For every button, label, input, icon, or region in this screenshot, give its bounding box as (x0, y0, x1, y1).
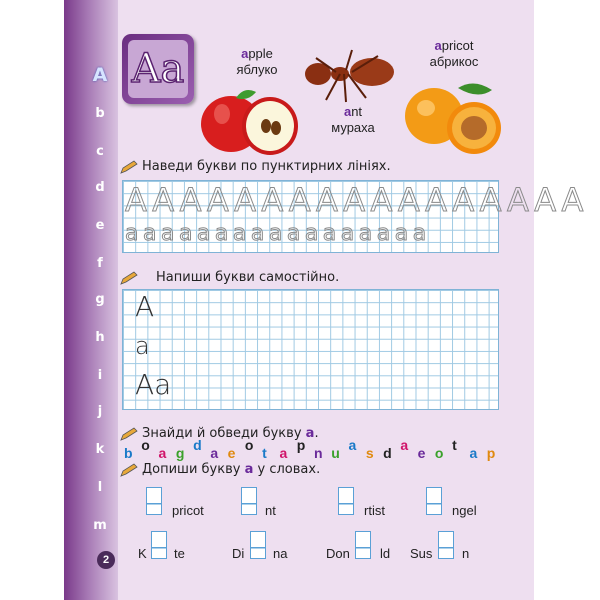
sequence-letter[interactable]: n (314, 445, 323, 461)
sequence-letter[interactable]: b (124, 445, 133, 461)
blank-box[interactable] (426, 487, 442, 515)
sequence-letter[interactable]: d (193, 437, 202, 453)
sequence-letter[interactable]: o (244, 437, 254, 453)
sidebar-letter: e (95, 218, 105, 233)
blank-box[interactable] (146, 487, 162, 515)
word-ending: ld (380, 546, 391, 561)
trace-row-upper (125, 181, 588, 219)
sidebar-letter: m (93, 518, 107, 533)
apple-icon (196, 84, 304, 158)
sequence-letter[interactable]: e (417, 445, 426, 461)
word-start: Sus (410, 546, 433, 561)
blank-box[interactable] (438, 531, 454, 559)
word-start: Don (326, 546, 350, 561)
sidebar-letter: b (95, 106, 105, 121)
sample-letter: A (135, 290, 155, 323)
sidebar-letter: i (97, 368, 103, 383)
sequence-letter[interactable]: s (365, 445, 374, 461)
word-start: Di (232, 546, 245, 561)
sidebar-letter: l (97, 480, 103, 495)
sidebar-letter: h (95, 330, 105, 345)
sequence-letter[interactable]: a (279, 445, 288, 461)
sequence-letter[interactable]: t (452, 437, 457, 453)
word-ending: pricot (172, 503, 204, 518)
sidebar-letter: f (97, 256, 103, 271)
ant-icon (300, 44, 400, 104)
word-ant: ant мураха (331, 104, 375, 135)
trace-grid (122, 180, 588, 253)
blank-box[interactable] (241, 487, 257, 515)
word-ending: rtist (364, 503, 385, 518)
big-letter: Aa (128, 40, 188, 98)
sequence-letter[interactable]: p (486, 445, 496, 461)
sequence-letter[interactable]: g (175, 445, 185, 461)
pencil-icon (120, 463, 140, 477)
word-ending: n (462, 546, 470, 561)
sequence-letter[interactable]: u (331, 445, 340, 461)
sample-letter: a (135, 332, 150, 360)
sequence-letter[interactable]: o (141, 437, 150, 453)
sequence-letter[interactable]: d (383, 445, 392, 461)
blank-box[interactable] (250, 531, 266, 559)
sample-letter: Aa (135, 368, 172, 401)
sequence-letter[interactable]: a (210, 445, 219, 461)
trace-letters: AAAAAAAAAAAAAAAAA (125, 181, 588, 219)
trace-letters: aaaaaaaaaaaaaaaaa (125, 221, 431, 246)
letter-card (122, 34, 194, 104)
word-ending: nt (265, 503, 276, 518)
sidebar-letter: g (95, 292, 105, 307)
sequence-letter[interactable]: a (469, 445, 478, 461)
sequence-letter[interactable]: a (400, 437, 409, 453)
sequence-letter[interactable]: o (434, 445, 444, 461)
word-ending: ngel (452, 503, 477, 518)
pencil-icon (120, 427, 140, 441)
sequence-letter[interactable]: e (227, 445, 236, 461)
word-apricot: apricot абрикос (429, 38, 479, 69)
sequence-letter[interactable]: a (158, 445, 167, 461)
blank-box[interactable] (355, 531, 371, 559)
sequence-letter[interactable]: t (262, 445, 267, 461)
sidebar-letter: c (96, 144, 104, 159)
word-ending: te (174, 546, 185, 561)
instruction-write: Напиши букви самостійно. (156, 270, 340, 285)
apricot-icon (402, 78, 506, 158)
instruction-trace: Наведи букви по пунктирних лініях. (142, 159, 391, 174)
pencil-icon (120, 160, 140, 174)
blank-box[interactable] (338, 487, 354, 515)
sidebar-letter: A (92, 64, 108, 86)
instruction-find: Знайди й обведи букву a. (142, 426, 319, 441)
page-number: 2 (97, 551, 115, 569)
word-ending: na (273, 546, 288, 561)
trace-row-lower (125, 221, 431, 246)
word-apple: apple яблуко (236, 46, 278, 77)
sequence-letter[interactable]: a (348, 437, 357, 453)
blank-box[interactable] (151, 531, 167, 559)
sequence-letter[interactable]: p (296, 437, 306, 453)
sidebar-letter: d (95, 180, 105, 195)
instruction-fill: Допиши букву a у словах. (142, 462, 321, 477)
sidebar-letter: j (97, 404, 103, 419)
word-start: K (138, 546, 147, 561)
pencil-icon (120, 271, 140, 285)
write-grid (122, 289, 499, 410)
sidebar-letter: k (95, 442, 105, 457)
